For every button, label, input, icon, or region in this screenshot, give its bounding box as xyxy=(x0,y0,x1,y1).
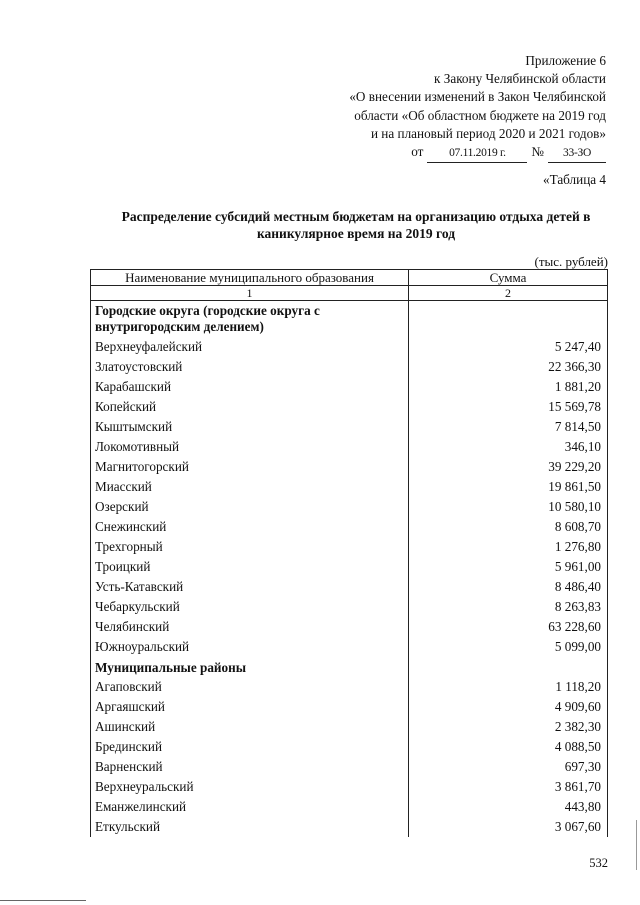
subsidy-amount: 2 382,30 xyxy=(409,717,608,737)
subsidy-amount: 697,30 xyxy=(409,757,608,777)
table-row xyxy=(90,517,608,537)
group-amount xyxy=(409,301,608,337)
appendix-line: области «Об областном бюджете на 2019 год xyxy=(354,107,606,123)
municipality-name: Озерский xyxy=(90,497,409,517)
municipality-name: Варненский xyxy=(90,757,409,777)
table-row xyxy=(90,757,608,777)
municipality-name: Еткульский xyxy=(90,817,409,837)
footer-divider xyxy=(0,900,86,901)
table-row xyxy=(90,497,608,517)
subsidy-amount: 19 861,50 xyxy=(409,477,608,497)
municipality-name: Миасский xyxy=(90,477,409,497)
table-row xyxy=(90,437,608,457)
subsidy-amount: 8 608,70 xyxy=(409,517,608,537)
municipality-name: Еманжелинский xyxy=(90,797,409,817)
municipality-name: Аргаяшский xyxy=(90,697,409,717)
subsidy-amount: 4 909,60 xyxy=(409,697,608,717)
table-row xyxy=(90,457,608,477)
table-row xyxy=(90,477,608,497)
appendix-line: Приложение 6 xyxy=(525,53,606,68)
number-prefix: № xyxy=(531,144,544,160)
appendix-line: и на плановый период 2020 и 2021 годов» xyxy=(370,125,606,141)
table-row xyxy=(90,637,608,657)
subsidy-amount: 1 118,20 xyxy=(409,677,608,697)
date-prefix: от xyxy=(411,144,424,160)
appendix-line: «О внесении изменений в Закон Челябинской xyxy=(349,89,606,105)
subsidy-amount: 7 814,50 xyxy=(409,417,608,437)
municipality-name: Брединский xyxy=(90,737,409,757)
municipality-name: Агаповский xyxy=(90,677,409,697)
table-row xyxy=(90,797,608,817)
municipality-name: Копейский xyxy=(90,397,409,417)
urban-rows xyxy=(90,337,608,657)
table-row xyxy=(90,537,608,557)
municipality-name: Златоустовский xyxy=(90,357,409,377)
municipality-name: Магнитогорский xyxy=(90,457,409,477)
subsidy-amount: 10 580,10 xyxy=(409,497,608,517)
table-row xyxy=(90,597,608,617)
table-row xyxy=(90,777,608,797)
table-row xyxy=(90,717,608,737)
header-sum: Сумма xyxy=(409,269,608,285)
law-date: 07.11.2019 г. xyxy=(427,144,527,163)
table-row xyxy=(90,397,608,417)
header-name: Наименование муниципального образования xyxy=(90,269,409,285)
district-rows xyxy=(90,677,608,837)
subsidy-amount: 443,80 xyxy=(409,797,608,817)
group-amount xyxy=(409,657,608,677)
subsidy-amount: 5 099,00 xyxy=(409,637,608,657)
table-row xyxy=(90,337,608,357)
column-number-row xyxy=(90,285,608,301)
municipality-name: Усть-Катавский xyxy=(90,577,409,597)
subsidy-amount: 1 881,20 xyxy=(409,377,608,397)
municipality-name: Троицкий xyxy=(90,557,409,577)
table-row xyxy=(90,577,608,597)
municipality-name: Карабашский xyxy=(90,377,409,397)
page-number: 532 xyxy=(589,856,608,870)
appendix-header xyxy=(349,52,606,163)
municipality-name: Верхнеуфалейский xyxy=(90,337,409,357)
subsidy-amount: 346,10 xyxy=(409,437,608,457)
table-tag: «Таблица 4 xyxy=(543,172,606,187)
municipality-name: Локомотивный xyxy=(90,437,409,457)
municipality-name: Южноуральский xyxy=(90,637,409,657)
municipality-name: Ашинский xyxy=(90,717,409,737)
subsidy-amount: 15 569,78 xyxy=(409,397,608,417)
law-date-number xyxy=(349,143,606,163)
table-row xyxy=(90,557,608,577)
municipality-name: Челябинский xyxy=(90,617,409,637)
subsidy-amount: 5 961,00 xyxy=(409,557,608,577)
municipality-name: Чебаркульский xyxy=(90,597,409,617)
subsidy-amount: 39 229,20 xyxy=(409,457,608,477)
municipality-name: Трехгорный xyxy=(90,537,409,557)
column-number: 1 xyxy=(90,285,409,301)
subsidy-amount: 5 247,40 xyxy=(409,337,608,357)
subsidy-amount: 63 228,60 xyxy=(409,617,608,637)
group-label: Муниципальные районы xyxy=(90,657,409,677)
table-row xyxy=(90,617,608,637)
subsidy-amount: 8 486,40 xyxy=(409,577,608,597)
subsidy-amount: 3 861,70 xyxy=(409,777,608,797)
table-row xyxy=(90,697,608,717)
table-row xyxy=(90,677,608,697)
subsidy-amount: 22 366,30 xyxy=(409,357,608,377)
document-title: Распределение субсидий местным бюджетам на организацию отдыха детей в каникулярное время на 2019 год xyxy=(121,209,591,241)
subsidy-amount: 8 263,83 xyxy=(409,597,608,617)
units-label: (тыс. рублей) xyxy=(534,254,608,269)
subsidy-amount: 3 067,60 xyxy=(409,817,608,837)
table-row xyxy=(90,377,608,397)
table-row xyxy=(90,817,608,837)
table-row xyxy=(90,357,608,377)
column-number: 2 xyxy=(409,285,608,301)
scan-edge-mark xyxy=(636,820,637,870)
subsidy-amount: 1 276,80 xyxy=(409,537,608,557)
municipality-name: Верхнеуральский xyxy=(90,777,409,797)
group-label: Городские округа (городские округа с внутригородским делением) xyxy=(90,301,409,337)
subsidy-table xyxy=(90,269,608,837)
law-number: 33-ЗО xyxy=(548,144,606,163)
table-row xyxy=(90,737,608,757)
municipality-name: Кыштымский xyxy=(90,417,409,437)
municipality-name: Снежинский xyxy=(90,517,409,537)
appendix-line: к Закону Челябинской области xyxy=(434,71,606,87)
table-row xyxy=(90,417,608,437)
subsidy-amount: 4 088,50 xyxy=(409,737,608,757)
group-row-districts xyxy=(90,657,608,677)
group-row-urban xyxy=(90,301,608,337)
table-header-row xyxy=(90,269,608,285)
